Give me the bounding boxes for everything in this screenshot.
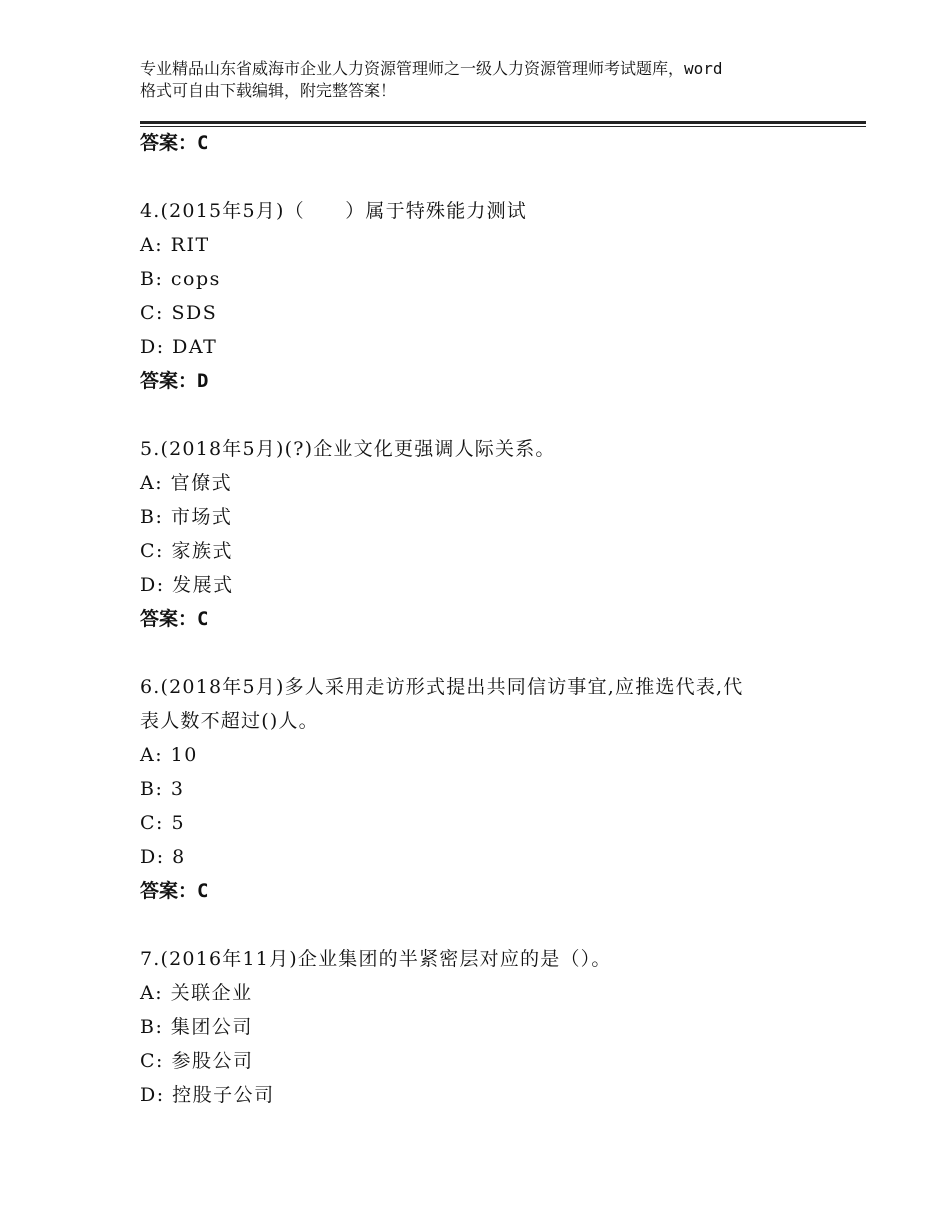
option-d: D: 发展式	[140, 574, 234, 596]
question-title: 7.(2016年11月)企业集团的半紧密层对应的是（）。	[140, 948, 612, 970]
option-c: C: 家族式	[140, 540, 233, 562]
question-title-line-1: 6.(2018年5月)多人采用走访形式提出共同信访事宜,应推选代表,代	[140, 676, 744, 698]
option-c: C: 参股公司	[140, 1050, 254, 1072]
question-title-line-2: 表人数不超过()人。	[140, 710, 319, 732]
option-d: D: DAT	[140, 336, 218, 358]
question-5	[140, 432, 810, 636]
question-4	[140, 194, 810, 398]
option-b: B: 市场式	[140, 506, 233, 528]
option-b: B: cops	[140, 268, 221, 290]
answer-line: 答案：C	[140, 608, 209, 630]
header-line-2: 格式可自由下载编辑，附完整答案！	[140, 81, 397, 100]
answer-line: 答案：D	[140, 370, 209, 392]
option-a: A: 10	[140, 744, 198, 766]
option-a: A: 关联企业	[140, 982, 253, 1004]
header-rule-thick	[140, 121, 866, 124]
previous-answer: 答案：C	[140, 132, 209, 154]
question-title: 4.(2015年5月)（ ）属于特殊能力测试	[140, 200, 527, 222]
header-line-1: 专业精品山东省威海市企业人力资源管理师之一级人力资源管理师考试题库，word	[140, 59, 723, 78]
option-d: D: 8	[140, 846, 186, 868]
question-title: 5.(2018年5月)(?)企业文化更强调人际关系。	[140, 438, 556, 460]
option-c: C: 5	[140, 812, 186, 834]
answer-line: 答案：C	[140, 880, 209, 902]
page-header	[140, 58, 840, 102]
option-d: D: 控股子公司	[140, 1084, 275, 1106]
option-b: B: 集团公司	[140, 1016, 253, 1038]
option-c: C: SDS	[140, 302, 218, 324]
question-6	[140, 670, 810, 908]
option-b: B: 3	[140, 778, 185, 800]
question-7	[140, 942, 810, 1112]
question-list	[140, 126, 810, 1112]
option-a: A: RIT	[140, 234, 210, 256]
option-a: A: 官僚式	[140, 472, 233, 494]
